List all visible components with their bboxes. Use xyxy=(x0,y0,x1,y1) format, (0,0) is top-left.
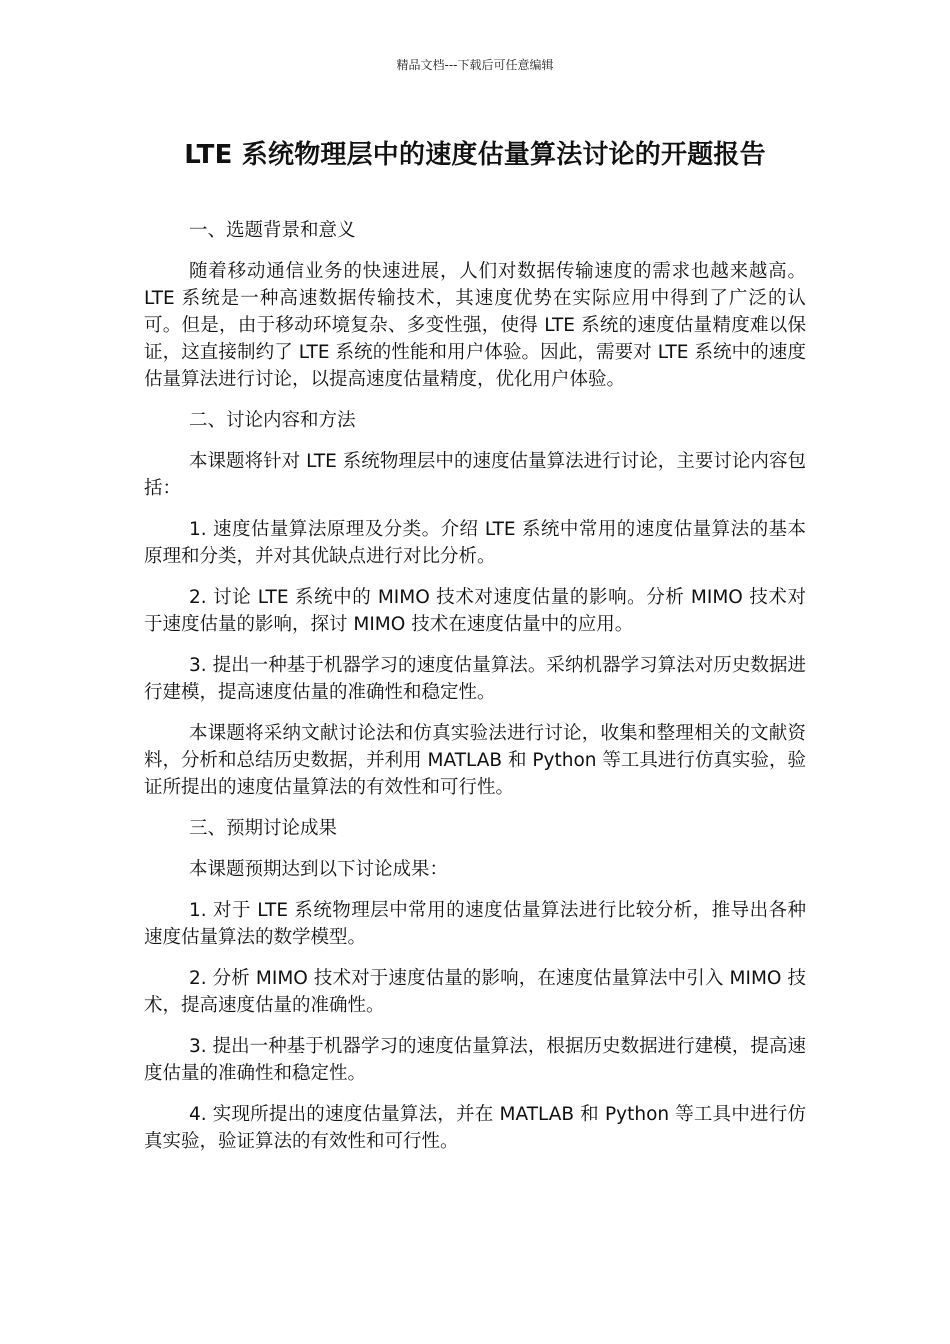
paragraph-content-intro: 本课题将针对 LTE 系统物理层中的速度估量算法进行讨论，主要讨论内容包括： xyxy=(144,451,806,499)
page-header-note: 精品文档---下载后可任意编辑 xyxy=(396,58,554,72)
list-item-result-1: 1. 对于 LTE 系统物理层中常用的速度估量算法进行比较分析，推导出各种速度估量算法的数学模型。 xyxy=(144,900,806,948)
list-item-content-1: 1. 速度估量算法原理及分类。介绍 LTE 系统中常用的速度估量算法的基本原理和分类，并对其优缺点进行对比分析。 xyxy=(144,519,806,567)
paragraph-results-intro: 本课题预期达到以下讨论成果： xyxy=(189,859,449,880)
section-heading-expected-results: 三、预期讨论成果 xyxy=(189,818,338,839)
list-item-result-2: 2. 分析 MIMO 技术对于速度估量的影响，在速度估量算法中引入 MIMO 技术，提高速度估量的准确性。 xyxy=(144,968,806,1016)
document-title: LTE 系统物理层中的速度估量算法讨论的开题报告 xyxy=(184,140,766,170)
list-item-content-2: 2. 讨论 LTE 系统中的 MIMO 技术对速度估量的影响。分析 MIMO 技术对于速度估量的影响，探讨 MIMO 技术在速度估量中的应用。 xyxy=(144,587,806,635)
list-item-result-3: 3. 提出一种基于机器学习的速度估量算法，根据历史数据进行建模，提高速度估量的准确性和稳定性。 xyxy=(144,1036,806,1084)
section-heading-background: 一、选题背景和意义 xyxy=(189,220,356,241)
list-item-content-3: 3. 提出一种基于机器学习的速度估量算法。采纳机器学习算法对历史数据进行建模，提高速度估量的准确性和稳定性。 xyxy=(144,655,806,703)
document-body xyxy=(144,217,806,1169)
paragraph-background: 随着移动通信业务的快速进展，人们对数据传输速度的需求也越来越高。LTE 系统是一种高速数据传输技术，其速度优势在实际应用中得到了广泛的认可。但是，由于移动环境复杂、多变性强，使得 LTE 系统的速度估量精度难以保证，这直接制约了 LTE 系统的性能和用户体验。因此，需要对 LTE 系统中的速度估量算法进行讨论，以提高速度估量精度，优化用户体验。 xyxy=(144,261,806,390)
section-heading-content-methods: 二、讨论内容和方法 xyxy=(189,410,356,431)
list-item-result-4: 4. 实现所提出的速度估量算法，并在 MATLAB 和 Python 等工具中进行仿真实验，验证算法的有效性和可行性。 xyxy=(144,1104,806,1152)
paragraph-methods: 本课题将采纳文献讨论法和仿真实验法进行讨论，收集和整理相关的文献资料，分析和总结历史数据，并利用 MATLAB 和 Python 等工具进行仿真实验，验证所提出的速度估量算法的有效性和可行性。 xyxy=(144,723,806,798)
